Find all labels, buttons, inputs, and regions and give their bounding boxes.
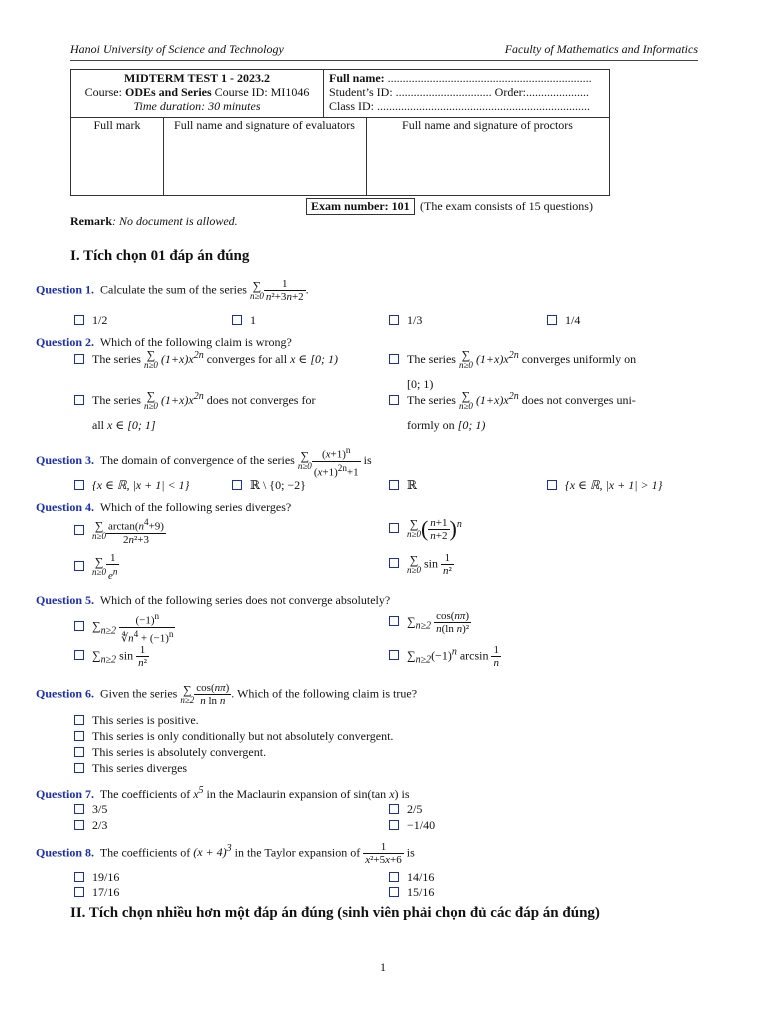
faculty-name: Faculty of Mathematics and Informatics [504, 42, 698, 56]
q6-option-c[interactable]: This series is absolutely convergent. [74, 745, 266, 760]
question-3: Question 3. The domain of convergence of the series ∑ n≥0 $\frac{(x+1)^n}{(x+1)^{2n}+1}$ is [36, 445, 372, 479]
q1-option-b[interactable]: 1 [232, 313, 256, 328]
exam-title: MIDTERM TEST 1 - 2023.2 [124, 71, 270, 85]
question-7: Question 7. The coefficients of $x^5$ in the Maclaurin expansion of sin(tan x) is [36, 785, 410, 801]
course-line: Course: ODEs and Series Course ID: MI1046 [84, 85, 310, 99]
q7-option-d[interactable]: −1/40 [389, 818, 435, 833]
q8-option-d[interactable]: 15/16 [389, 885, 434, 900]
q5-option-c[interactable]: $\sum_{n\ge 2}$ sin $\frac{1}{\text{n²}}$ [74, 644, 149, 669]
question-6: Question 6. Given the series ∑ n≥2 $\frac{\cos(n\pi)}{\text{n ln n}}$ . Which of the following claim is true? [36, 682, 418, 707]
q8-option-b[interactable]: 14/16 [389, 870, 434, 885]
question-8: Question 8. The coefficients of $(x + 4)^3$ in the Taylor expansion of $\frac{1}{\text{x²+5x+6}}$ is [36, 841, 415, 866]
q4-option-b[interactable]: ∑ n≥0 ( $\frac{n+1}{n+2}$ )$^n$ [389, 516, 462, 542]
q8-option-c[interactable]: 17/16 [74, 885, 119, 900]
q1-option-d[interactable]: 1/4 [547, 313, 580, 328]
university-name: Hanoi University of Science and Technology [70, 42, 284, 56]
evaluators-label: Full name and signature of evaluators [174, 118, 355, 132]
q6-option-d[interactable]: This series diverges [74, 761, 187, 776]
q4-option-d[interactable]: ∑ n≥0 sin $\frac{1}{\text{n²}}$ [389, 552, 454, 577]
q1-option-a[interactable]: 1/2 [74, 313, 107, 328]
q7-option-a[interactable]: 3/5 [74, 802, 107, 817]
q6-option-b[interactable]: This series is only conditionally but not absolutely convergent. [74, 729, 393, 744]
exam-number: Exam number: 101 [306, 198, 415, 215]
q2-option-b[interactable]: The series ∑ n≥0 $(1+x)x^{2n}$ converges uniformly on [389, 350, 636, 370]
q5-option-b[interactable]: $\sum_{n\ge 2}$ $\frac{\cos(n\pi)}{\text{n(ln n)²}}$ [389, 610, 471, 635]
student-id-field[interactable]: Student’s ID: ................................ Order:..................... [329, 85, 589, 99]
full-name-field[interactable]: Full name: .................................................................... [329, 71, 592, 85]
q2-option-a[interactable]: The series ∑ n≥0 $(1+x)x^{2n}$ converges for all x ∈ [0; 1) [74, 350, 338, 370]
question-2: Question 2. Which of the following claim is wrong? [36, 335, 292, 349]
time-duration: Time duration: 30 minutes [133, 99, 261, 113]
q4-option-c[interactable]: ∑ n≥0 $\frac{1}{e^n}$ [74, 552, 119, 582]
q3-option-b[interactable]: ℝ \ {0; −2} [232, 478, 306, 493]
q3-option-a[interactable]: {x ∈ ℝ, |x + 1| < 1} [74, 478, 189, 493]
full-mark-label: Full mark [93, 118, 141, 132]
q2-option-c-cont: all x ∈ [0; 1] [92, 418, 156, 432]
section-1-title: I. Tích chọn 01 đáp án đúng [70, 248, 250, 264]
section-2-title: II. Tích chọn nhiều hơn một đáp án đúng (sinh viên phải chọn đủ các đáp án đúng) [70, 905, 600, 921]
q2-option-d[interactable]: The series ∑ n≥0 $(1+x)x^{2n}$ does not converges uni- [389, 391, 636, 411]
proctors-label: Full name and signature of proctors [402, 118, 573, 132]
q4-option-a[interactable]: ∑ n≥0 $\frac{\arctan(n^4+9)}{\text{2n²+3}}$ [74, 516, 166, 546]
q7-option-b[interactable]: 2/5 [389, 802, 422, 817]
q2-option-c[interactable]: The series ∑ n≥0 $(1+x)x^{2n}$ does not converges for [74, 391, 315, 411]
q6-option-a[interactable]: This series is positive. [74, 713, 199, 728]
q3-option-d[interactable]: {x ∈ ℝ, |x + 1| > 1} [547, 478, 662, 493]
exam-info-box [70, 69, 610, 196]
q3-option-c[interactable]: ℝ [389, 478, 417, 493]
q1-option-c[interactable]: 1/3 [389, 313, 422, 328]
q2-option-d-cont: formly on [0; 1) [407, 418, 486, 432]
q2-option-b-interval: [0; 1) [407, 377, 434, 391]
q5-option-a[interactable]: $\sum_{n\ge 2}$ $\frac{(-1)^n}{∜n^4 + (-1)^n}$ [74, 610, 175, 644]
page-number: 1 [380, 960, 386, 974]
exam-note: (The exam consists of 15 questions) [420, 199, 593, 213]
question-4: Question 4. Which of the following series diverges? [36, 500, 292, 514]
question-5: Question 5. Which of the following series does not converge absolutely? [36, 593, 391, 607]
question-1: Question 1. Calculate the sum of the series ∑ n≥0 $\frac{1}{\text{n²+3n+2}}$ . [36, 278, 309, 303]
header-rule [70, 60, 698, 61]
class-id-field[interactable]: Class ID: ....................................................................... [329, 99, 590, 113]
q7-option-c[interactable]: 2/3 [74, 818, 107, 833]
q8-option-a[interactable]: 19/16 [74, 870, 119, 885]
remark: Remark: No document is allowed. [70, 214, 238, 228]
q5-option-d[interactable]: $\sum_{n\ge 2}(-1)^n$ arcsin $\frac{1}{n}$ [389, 644, 501, 669]
